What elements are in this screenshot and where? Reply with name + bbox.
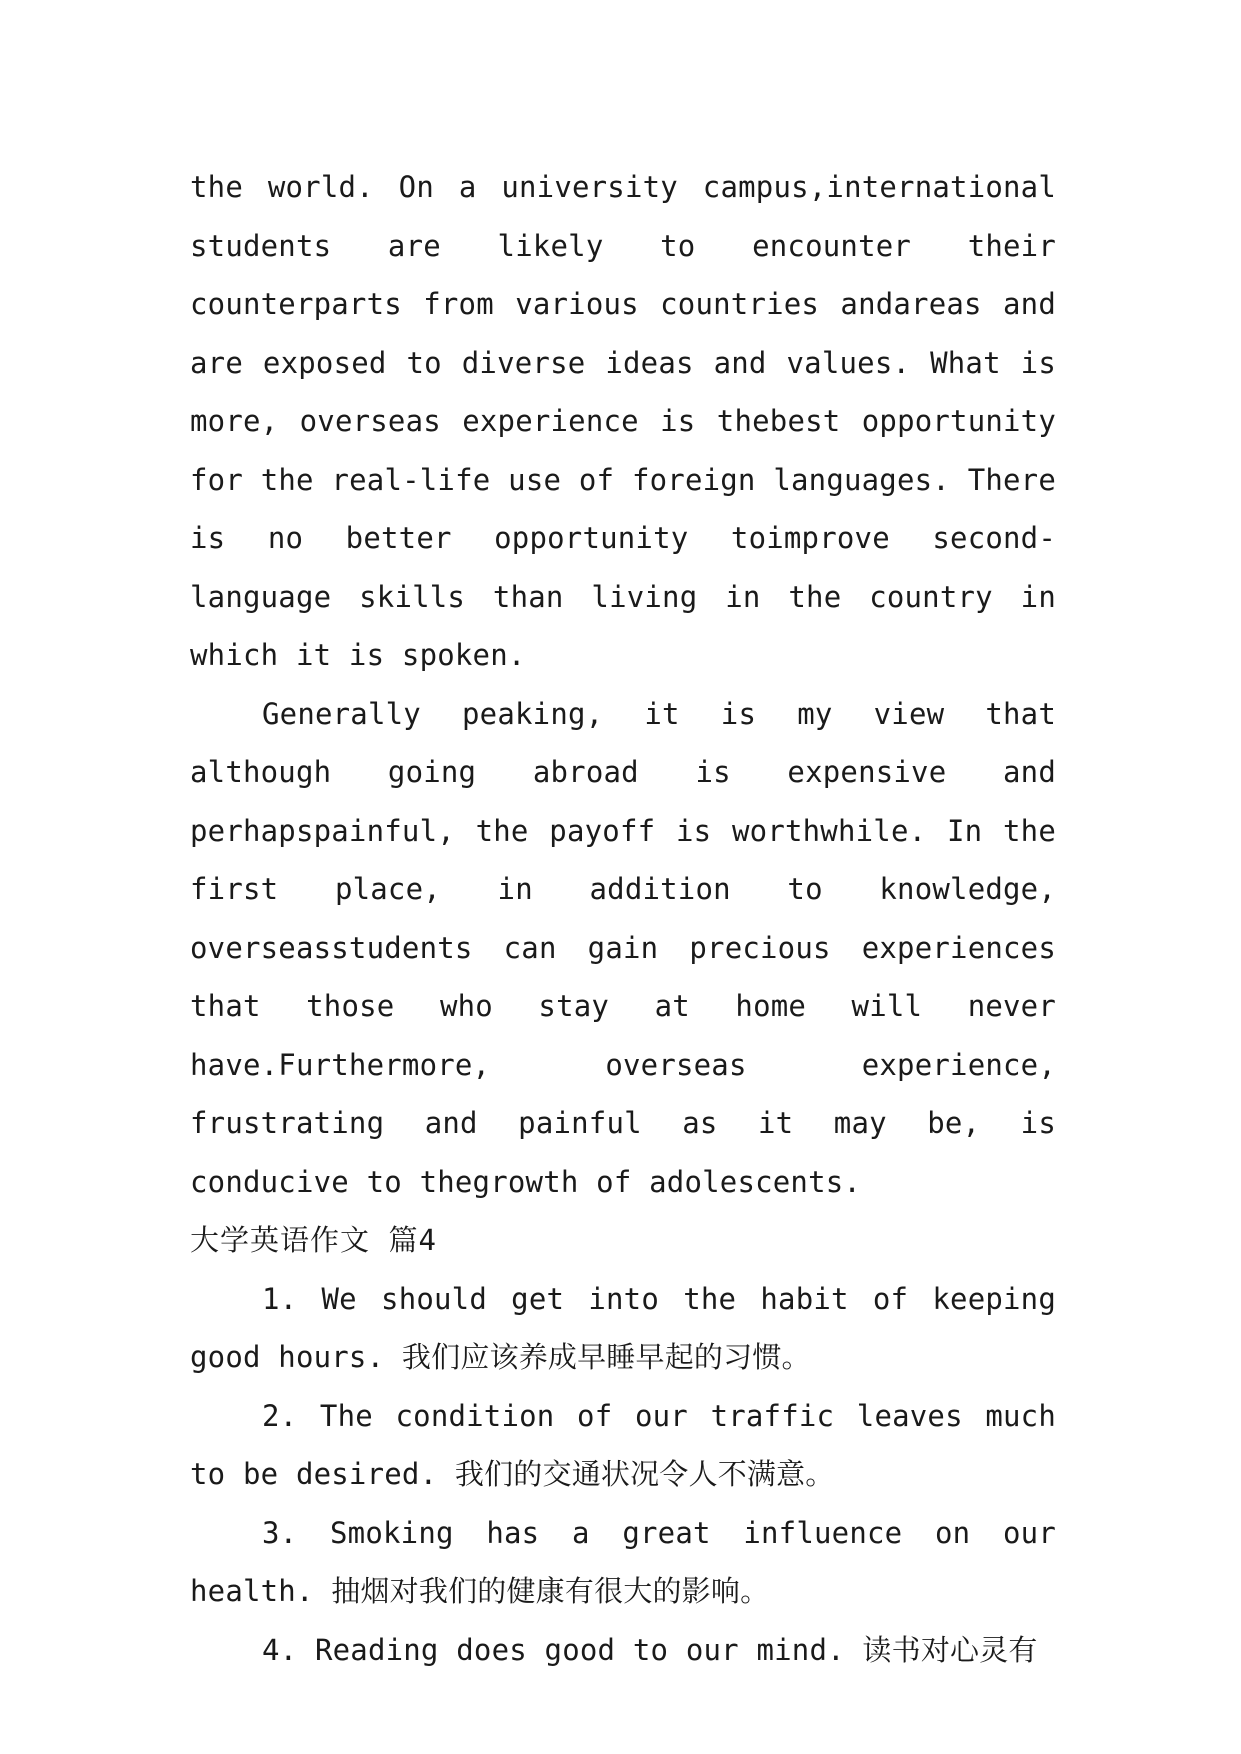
section-heading: 大学英语作文 篇4 (190, 1223, 437, 1257)
sentence-item-1: 1. We should get into the habit of keeping good hours. 我们应该养成早睡早起的习惯。 (190, 1281, 1056, 1374)
document-page (190, 158, 1056, 1679)
paragraph-conclusion: Generally peaking, it is my view that although going abroad is expensive and perhapspainful, the payoff is worthwhile. In the first place, in addition to knowledge, overseasstudents can gain precious experiences that those who stay at home will never have.Furthermore, overseas experience, frustrating and painful as it may be, is conducive to thegrowth of adolescents. (190, 696, 1056, 1199)
paragraph-overseas-experience: the world. On a university campus,international students are likely to encounter their counterparts from various countries andareas and are exposed to diverse ideas and values. What is more, overseas experience is thebest opportunity for the real-life use of foreign languages. There is no better opportunity toimprove second-language skills than living in the country in which it is spoken. (190, 170, 1056, 672)
sentence-item-2: 2. The condition of our traffic leaves much to be desired. 我们的交通状况令人不满意。 (190, 1398, 1056, 1491)
sentence-item-3: 3. Smoking has a great influence on our health. 抽烟对我们的健康有很大的影响。 (190, 1515, 1056, 1608)
sentence-item-4: 4. Reading does good to our mind. 读书对心灵有 (262, 1632, 1038, 1667)
